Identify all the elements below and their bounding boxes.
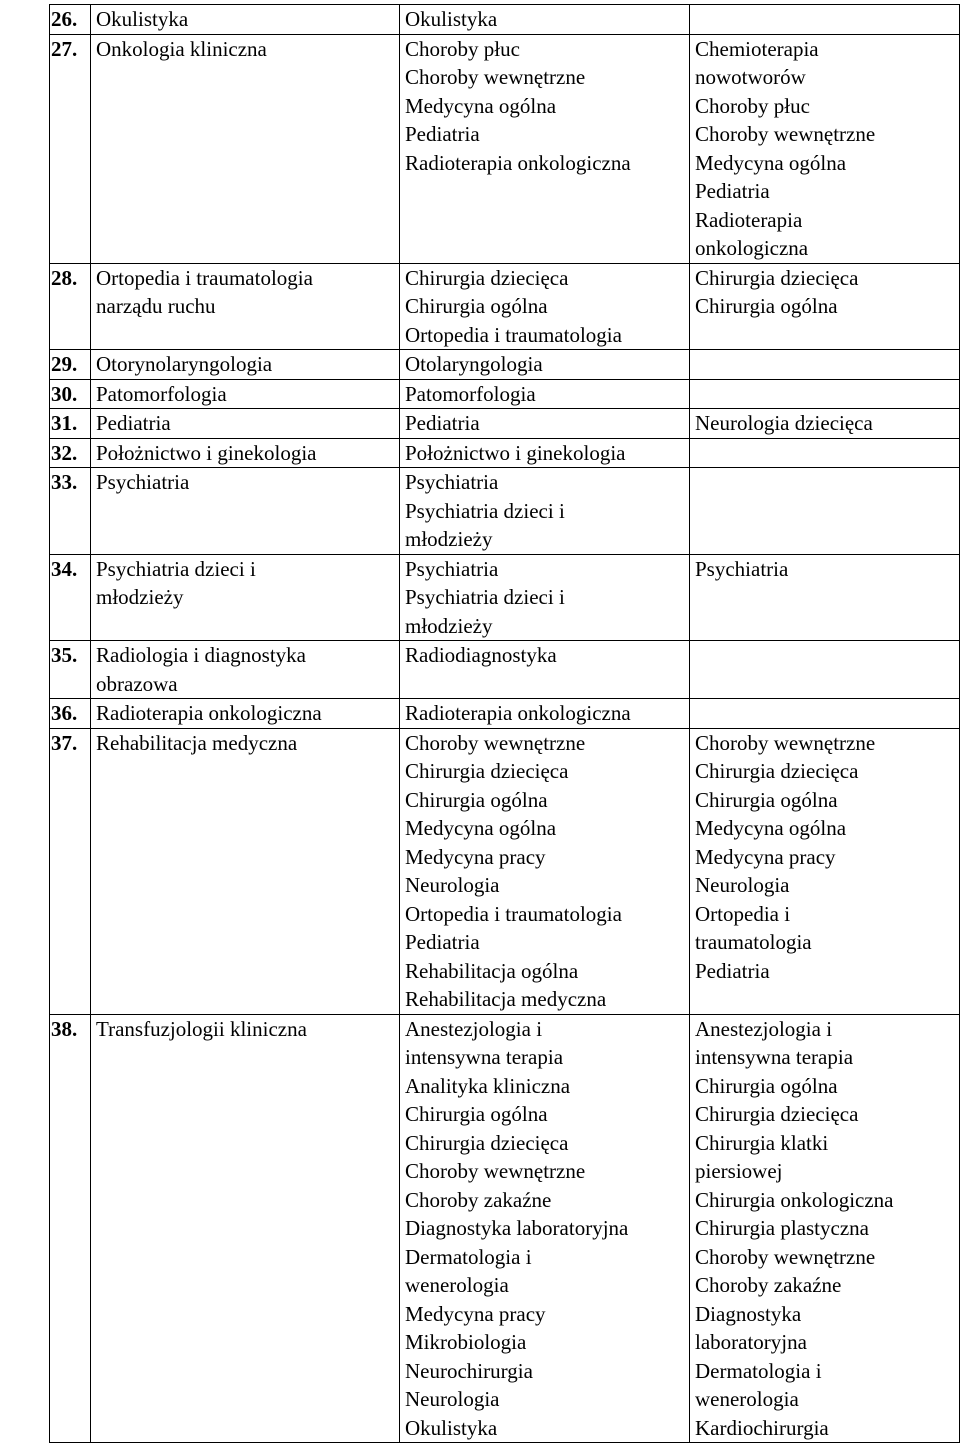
table-row <box>50 699 960 729</box>
related-specializations-a: Położnictwo i ginekologia <box>400 438 690 468</box>
related-specializations-a: Psychiatria Psychiatria dzieci i młodzieży <box>400 468 690 555</box>
specializations-table <box>49 4 960 1443</box>
related-specializations-a: Psychiatria Psychiatria dzieci i młodzieży <box>400 554 690 641</box>
related-specializations-b: Chemioterapia nowotworów Choroby płuc Choroby wewnętrzne Medycyna ogólna Pediatria Radioterapia onkologiczna <box>690 34 960 263</box>
table-row <box>50 728 960 1014</box>
row-number: 26. <box>50 5 91 35</box>
specialization-name: Pediatria <box>91 409 400 439</box>
table-row <box>50 438 960 468</box>
related-specializations-a: Patomorfologia <box>400 379 690 409</box>
row-number: 27. <box>50 34 91 263</box>
related-specializations-b: Choroby wewnętrzne Chirurgia dziecięca Chirurgia ogólna Medycyna ogólna Medycyna pracy Neurologia Ortopedia i traumatologia Pediatria <box>690 728 960 1014</box>
related-specializations-b <box>690 641 960 699</box>
row-number: 30. <box>50 379 91 409</box>
related-specializations-a: Okulistyka <box>400 5 690 35</box>
specialization-name: Psychiatria dzieci i młodzieży <box>91 554 400 641</box>
related-specializations-b: Psychiatria <box>690 554 960 641</box>
related-specializations-a: Choroby wewnętrzne Chirurgia dziecięca Chirurgia ogólna Medycyna ogólna Medycyna pracy Neurologia Ortopedia i traumatologia Pediatria Rehabilitacja ogólna Rehabilitacja medyczna <box>400 728 690 1014</box>
related-specializations-b <box>690 350 960 380</box>
row-number: 35. <box>50 641 91 699</box>
related-specializations-a: Otolaryngologia <box>400 350 690 380</box>
related-specializations-a: Pediatria <box>400 409 690 439</box>
specialization-name: Otorynolaryngologia <box>91 350 400 380</box>
related-specializations-a: Radioterapia onkologiczna <box>400 699 690 729</box>
table-row <box>50 409 960 439</box>
row-number: 33. <box>50 468 91 555</box>
specialization-name: Radioterapia onkologiczna <box>91 699 400 729</box>
related-specializations-b: Anestezjologia i intensywna terapia Chirurgia ogólna Chirurgia dziecięca Chirurgia klatki piersiowej Chirurgia onkologiczna Chirurgia plastyczna Choroby wewnętrzne Choroby zakaźne Diagnostyka laboratoryjna Dermatologia i wenerologia Kardiochirurgia <box>690 1014 960 1443</box>
specialization-name: Rehabilitacja medyczna <box>91 728 400 1014</box>
row-number: 37. <box>50 728 91 1014</box>
table-row <box>50 641 960 699</box>
table-row <box>50 379 960 409</box>
table-row <box>50 468 960 555</box>
related-specializations-a: Anestezjologia i intensywna terapia Analityka kliniczna Chirurgia ogólna Chirurgia dziecięca Choroby wewnętrzne Choroby zakaźne Diagnostyka laboratoryjna Dermatologia i wenerologia Medycyna pracy Mikrobiologia Neurochirurgia Neurologia Okulistyka <box>400 1014 690 1443</box>
related-specializations-b <box>690 468 960 555</box>
related-specializations-a: Chirurgia dziecięca Chirurgia ogólna Ortopedia i traumatologia <box>400 263 690 350</box>
specialization-name: Psychiatria <box>91 468 400 555</box>
row-number: 36. <box>50 699 91 729</box>
row-number: 38. <box>50 1014 91 1443</box>
specialization-name: Położnictwo i ginekologia <box>91 438 400 468</box>
table-row <box>50 5 960 35</box>
related-specializations-b <box>690 438 960 468</box>
table-body <box>50 5 960 1443</box>
specialization-name: Okulistyka <box>91 5 400 35</box>
row-number: 28. <box>50 263 91 350</box>
specialization-name: Ortopedia i traumatologia narządu ruchu <box>91 263 400 350</box>
related-specializations-b <box>690 379 960 409</box>
related-specializations-b: Neurologia dziecięca <box>690 409 960 439</box>
related-specializations-b <box>690 5 960 35</box>
row-number: 29. <box>50 350 91 380</box>
related-specializations-b: Chirurgia dziecięca Chirurgia ogólna <box>690 263 960 350</box>
specialization-name: Patomorfologia <box>91 379 400 409</box>
row-number: 31. <box>50 409 91 439</box>
specialization-name: Transfuzjologii kliniczna <box>91 1014 400 1443</box>
related-specializations-b <box>690 699 960 729</box>
table-row <box>50 263 960 350</box>
table-row <box>50 350 960 380</box>
row-number: 34. <box>50 554 91 641</box>
specialization-name: Radiologia i diagnostyka obrazowa <box>91 641 400 699</box>
table-row <box>50 1014 960 1443</box>
related-specializations-a: Radiodiagnostyka <box>400 641 690 699</box>
table-row <box>50 554 960 641</box>
specialization-name: Onkologia kliniczna <box>91 34 400 263</box>
related-specializations-a: Choroby płuc Choroby wewnętrzne Medycyna ogólna Pediatria Radioterapia onkologiczna <box>400 34 690 263</box>
row-number: 32. <box>50 438 91 468</box>
table-row <box>50 34 960 263</box>
